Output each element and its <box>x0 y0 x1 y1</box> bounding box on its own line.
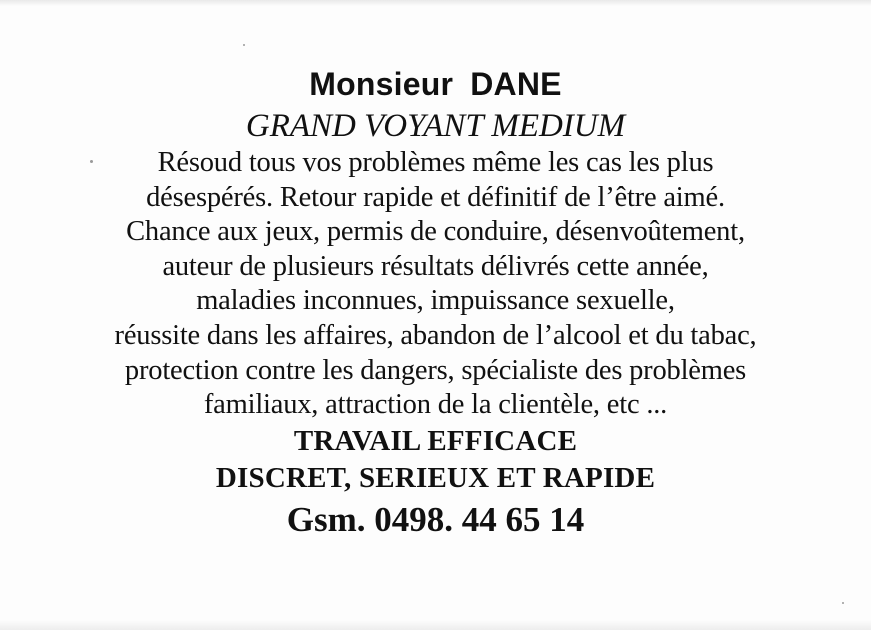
ad-body-line: réussite dans les affaires, abandon de l’alcool et du tabac, <box>114 319 757 351</box>
ad-body <box>0 146 871 423</box>
advertiser-name: Monsieur DANE <box>309 66 562 102</box>
scan-speck <box>842 602 844 604</box>
scan-edge-top <box>0 0 871 6</box>
ad-body-line: protection contre les dangers, spécialiste des problèmes <box>124 354 747 386</box>
ad-body-line: désespérés. Retour rapide et définitif de l’être aimé. <box>146 181 725 213</box>
scan-speck <box>243 44 245 46</box>
ad-body-line: maladies inconnues, impuissance sexuelle, <box>196 285 675 317</box>
ad-body-line: Résoud tous vos problèmes même les cas les plus <box>157 147 714 178</box>
ad-body-line: Chance aux jeux, permis de conduire, désenvoûtement, <box>126 216 745 248</box>
tagline-efficace: TRAVAIL EFFICACE <box>293 424 578 457</box>
ad-content <box>0 62 871 543</box>
ad-body-line: familiaux, attraction de la clientèle, etc ... <box>203 389 668 421</box>
phone-number: Gsm. 0498. 44 65 14 <box>286 499 585 539</box>
scan-edge-bottom <box>0 620 871 630</box>
ad-body-line: auteur de plusieurs résultats délivrés cette année, <box>162 250 709 282</box>
advertiser-title: GRAND VOYANT MEDIUM <box>245 108 626 144</box>
tagline-discret: DISCRET, SERIEUX ET RAPIDE <box>215 461 656 494</box>
